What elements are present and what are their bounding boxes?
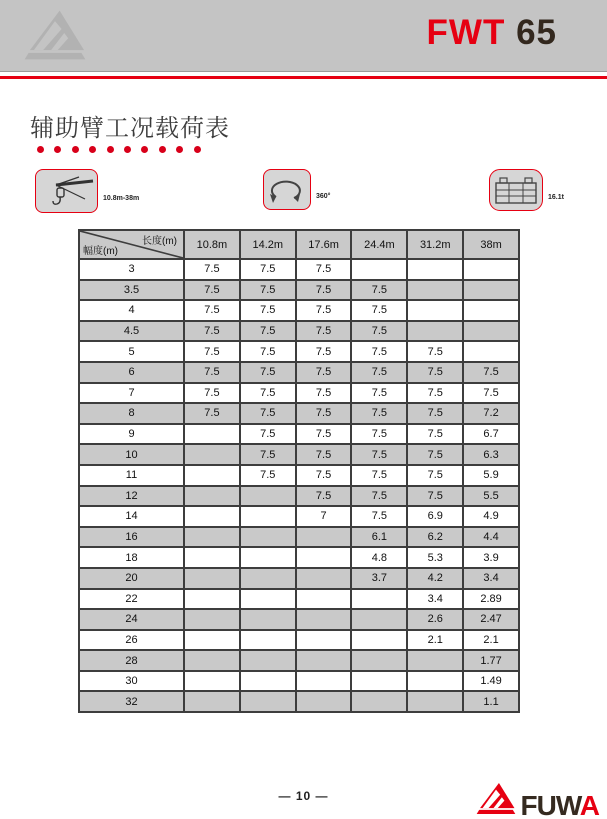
load-value-cell: 7.5: [240, 341, 296, 362]
load-value-cell: [407, 650, 463, 671]
load-value-cell: [463, 321, 519, 342]
load-value-cell: [296, 691, 352, 712]
load-table-row: [79, 486, 519, 507]
load-value-cell: 7.5: [407, 362, 463, 383]
length-column-header: 31.2m: [407, 230, 463, 259]
load-table-row: [79, 589, 519, 610]
load-table-row: [79, 547, 519, 568]
load-value-cell: 2.89: [463, 589, 519, 610]
radius-cell: 20: [79, 568, 184, 589]
load-value-cell: [184, 424, 240, 445]
load-value-cell: 6.7: [463, 424, 519, 445]
load-value-cell: [240, 486, 296, 507]
length-column-header: 17.6m: [296, 230, 352, 259]
title-dots-decoration: [37, 146, 211, 153]
load-value-cell: [296, 630, 352, 651]
load-value-cell: 7.5: [240, 424, 296, 445]
red-dot-icon: [72, 146, 79, 153]
load-value-cell: [296, 650, 352, 671]
load-table-row: [79, 259, 519, 280]
load-value-cell: 7.5: [240, 383, 296, 404]
load-value-cell: 7.5: [351, 341, 407, 362]
legend-slew-range-label: 360°: [316, 193, 331, 200]
load-value-cell: [351, 630, 407, 651]
load-value-cell: [463, 280, 519, 301]
radius-cell: 7: [79, 383, 184, 404]
legend-counterweight-label: 16.1t: [548, 193, 564, 201]
radius-cell: 32: [79, 691, 184, 712]
load-value-cell: 7.5: [463, 362, 519, 383]
load-value-cell: 7.5: [296, 341, 352, 362]
load-value-cell: 5.3: [407, 547, 463, 568]
load-value-cell: 2.47: [463, 609, 519, 630]
load-value-cell: 7.5: [351, 486, 407, 507]
load-value-cell: 2.1: [407, 630, 463, 651]
radius-cell: 9: [79, 424, 184, 445]
load-chart-table: [78, 229, 520, 713]
load-value-cell: [407, 671, 463, 692]
load-value-cell: 7.5: [296, 486, 352, 507]
load-table-row: [79, 568, 519, 589]
load-value-cell: 7.5: [296, 444, 352, 465]
radius-cell: 4: [79, 300, 184, 321]
load-value-cell: 7.5: [296, 383, 352, 404]
counterweight-icon: [489, 169, 543, 211]
load-value-cell: 7.2: [463, 403, 519, 424]
radius-cell: 26: [79, 630, 184, 651]
load-value-cell: [407, 300, 463, 321]
load-value-cell: 1.1: [463, 691, 519, 712]
load-value-cell: [184, 568, 240, 589]
load-value-cell: [184, 465, 240, 486]
load-value-cell: 7.5: [240, 321, 296, 342]
load-value-cell: 1.77: [463, 650, 519, 671]
legend-jib-range-label: 10.8m-38m: [103, 194, 140, 202]
load-table-row: [79, 527, 519, 548]
load-value-cell: [184, 650, 240, 671]
load-table-row: [79, 506, 519, 527]
load-value-cell: 7.5: [184, 383, 240, 404]
load-value-cell: [240, 671, 296, 692]
load-value-cell: 7.5: [351, 424, 407, 445]
load-value-cell: [296, 609, 352, 630]
red-dot-icon: [107, 146, 114, 153]
load-value-cell: 7.5: [296, 280, 352, 301]
load-value-cell: 7.5: [240, 465, 296, 486]
load-table-row: [79, 650, 519, 671]
load-value-cell: 7.5: [351, 444, 407, 465]
load-value-cell: 2.1: [463, 630, 519, 651]
load-value-cell: 7.5: [407, 403, 463, 424]
load-value-cell: 3.7: [351, 568, 407, 589]
load-table-row: [79, 691, 519, 712]
brand-logo: [475, 780, 599, 819]
radius-cell: 12: [79, 486, 184, 507]
load-value-cell: [184, 547, 240, 568]
corner-header-cell: [79, 230, 184, 259]
load-table-row: [79, 280, 519, 301]
load-value-cell: [296, 568, 352, 589]
load-value-cell: [240, 527, 296, 548]
load-value-cell: 3.4: [463, 568, 519, 589]
load-value-cell: [351, 259, 407, 280]
brand-mark-gray-icon: [22, 3, 88, 72]
load-value-cell: [296, 527, 352, 548]
load-value-cell: 4.4: [463, 527, 519, 548]
load-value-cell: 7.5: [351, 383, 407, 404]
header-rule: [0, 76, 607, 79]
load-table-row: [79, 403, 519, 424]
load-value-cell: 7.5: [407, 465, 463, 486]
load-table-row: [79, 630, 519, 651]
load-value-cell: 7.5: [184, 341, 240, 362]
radius-cell: 10: [79, 444, 184, 465]
load-value-cell: [184, 630, 240, 651]
fly-jib-range-icon: [35, 169, 98, 213]
load-value-cell: 7.5: [184, 403, 240, 424]
radius-cell: 11: [79, 465, 184, 486]
load-value-cell: 7.5: [351, 465, 407, 486]
load-value-cell: 4.2: [407, 568, 463, 589]
load-value-cell: 7.5: [240, 259, 296, 280]
red-dot-icon: [89, 146, 96, 153]
length-column-header: 14.2m: [240, 230, 296, 259]
corner-radius-label: 幅度(m): [83, 246, 118, 257]
load-value-cell: [184, 506, 240, 527]
load-value-cell: 7.5: [240, 280, 296, 301]
load-value-cell: 6.9: [407, 506, 463, 527]
load-value-cell: 7: [296, 506, 352, 527]
load-value-cell: [184, 671, 240, 692]
load-value-cell: [296, 547, 352, 568]
load-value-cell: 6.3: [463, 444, 519, 465]
load-value-cell: 7.5: [296, 300, 352, 321]
length-column-header: 10.8m: [184, 230, 240, 259]
load-table-row: [79, 341, 519, 362]
load-value-cell: 7.5: [296, 362, 352, 383]
brand-word-dark: FUW: [520, 790, 580, 819]
slew-360-icon: [263, 169, 311, 210]
load-value-cell: 7.5: [351, 321, 407, 342]
radius-cell: 18: [79, 547, 184, 568]
legend-counterweight: [489, 169, 564, 211]
load-value-cell: 7.5: [351, 280, 407, 301]
load-value-cell: [407, 691, 463, 712]
load-table-row: [79, 671, 519, 692]
red-dot-icon: [194, 146, 201, 153]
load-value-cell: 7.5: [407, 486, 463, 507]
load-value-cell: 4.9: [463, 506, 519, 527]
load-value-cell: [463, 300, 519, 321]
radius-cell: 3.5: [79, 280, 184, 301]
load-table-row: [79, 424, 519, 445]
load-value-cell: 7.5: [463, 383, 519, 404]
load-value-cell: 7.5: [240, 444, 296, 465]
brand-mark-red-icon: [475, 780, 517, 819]
load-value-cell: 7.5: [184, 259, 240, 280]
load-value-cell: [240, 650, 296, 671]
load-value-cell: [407, 259, 463, 280]
red-dot-icon: [141, 146, 148, 153]
page-number: — 10 —: [278, 789, 329, 803]
brand-wordmark: [521, 792, 599, 819]
page-title: [427, 13, 557, 53]
radius-cell: 14: [79, 506, 184, 527]
radius-cell: 24: [79, 609, 184, 630]
load-value-cell: 7.5: [407, 341, 463, 362]
load-value-cell: 7.5: [351, 506, 407, 527]
radius-cell: 5: [79, 341, 184, 362]
load-value-cell: [184, 609, 240, 630]
model-number: 65: [516, 13, 557, 52]
load-value-cell: 1.49: [463, 671, 519, 692]
load-value-cell: [240, 609, 296, 630]
load-value-cell: 7.5: [351, 403, 407, 424]
load-table-row: [79, 362, 519, 383]
load-value-cell: [240, 691, 296, 712]
load-value-cell: [351, 650, 407, 671]
load-value-cell: [407, 280, 463, 301]
load-value-cell: 5.5: [463, 486, 519, 507]
load-value-cell: [240, 506, 296, 527]
header-band: [0, 0, 607, 72]
load-value-cell: [240, 589, 296, 610]
load-value-cell: [240, 547, 296, 568]
load-value-cell: 7.5: [296, 403, 352, 424]
load-value-cell: 7.5: [407, 424, 463, 445]
radius-cell: 6: [79, 362, 184, 383]
load-value-cell: 3.9: [463, 547, 519, 568]
legend-slew-range: [263, 169, 330, 210]
load-value-cell: [240, 630, 296, 651]
load-value-cell: [351, 589, 407, 610]
section-title: 辅助臂工况载荷表: [30, 114, 230, 142]
length-column-header: 24.4m: [351, 230, 407, 259]
load-value-cell: [351, 671, 407, 692]
load-table-row: [79, 444, 519, 465]
load-table-row: [79, 300, 519, 321]
load-value-cell: 7.5: [240, 362, 296, 383]
radius-cell: 22: [79, 589, 184, 610]
model-prefix: FWT: [426, 13, 506, 52]
load-table-row: [79, 609, 519, 630]
load-value-cell: 6.2: [407, 527, 463, 548]
load-value-cell: [407, 321, 463, 342]
load-value-cell: [463, 259, 519, 280]
load-value-cell: 4.8: [351, 547, 407, 568]
red-dot-icon: [159, 146, 166, 153]
brand-word-red: A: [579, 790, 599, 819]
load-value-cell: 7.5: [351, 362, 407, 383]
load-value-cell: 7.5: [296, 321, 352, 342]
load-value-cell: 7.5: [296, 259, 352, 280]
load-table-row: [79, 465, 519, 486]
load-value-cell: [296, 671, 352, 692]
load-value-cell: [184, 444, 240, 465]
load-value-cell: 7.5: [184, 362, 240, 383]
load-value-cell: 7.5: [407, 444, 463, 465]
red-dot-icon: [176, 146, 183, 153]
load-value-cell: [296, 589, 352, 610]
load-value-cell: [351, 609, 407, 630]
load-value-cell: 7.5: [184, 280, 240, 301]
load-value-cell: [184, 527, 240, 548]
load-value-cell: [351, 691, 407, 712]
load-value-cell: 7.5: [240, 403, 296, 424]
red-dot-icon: [54, 146, 61, 153]
load-value-cell: 7.5: [184, 300, 240, 321]
red-dot-icon: [124, 146, 131, 153]
load-table-row: [79, 383, 519, 404]
load-value-cell: 2.6: [407, 609, 463, 630]
radius-cell: 30: [79, 671, 184, 692]
radius-cell: 8: [79, 403, 184, 424]
table-header-row: [79, 230, 519, 259]
load-value-cell: 7.5: [296, 424, 352, 445]
length-column-header: 38m: [463, 230, 519, 259]
radius-cell: 4.5: [79, 321, 184, 342]
load-value-cell: [463, 341, 519, 362]
load-value-cell: 7.5: [351, 300, 407, 321]
load-table-row: [79, 321, 519, 342]
load-value-cell: 7.5: [184, 321, 240, 342]
red-dot-icon: [37, 146, 44, 153]
load-value-cell: 7.5: [296, 465, 352, 486]
corner-length-label: 长度(m): [142, 236, 177, 247]
load-value-cell: 5.9: [463, 465, 519, 486]
load-value-cell: 3.4: [407, 589, 463, 610]
load-value-cell: 7.5: [407, 383, 463, 404]
load-value-cell: [184, 691, 240, 712]
load-value-cell: [184, 589, 240, 610]
radius-cell: 16: [79, 527, 184, 548]
legend-jib-range: [35, 169, 139, 213]
load-value-cell: [240, 568, 296, 589]
load-value-cell: 7.5: [240, 300, 296, 321]
radius-cell: 3: [79, 259, 184, 280]
radius-cell: 28: [79, 650, 184, 671]
load-value-cell: 6.1: [351, 527, 407, 548]
load-value-cell: [184, 486, 240, 507]
